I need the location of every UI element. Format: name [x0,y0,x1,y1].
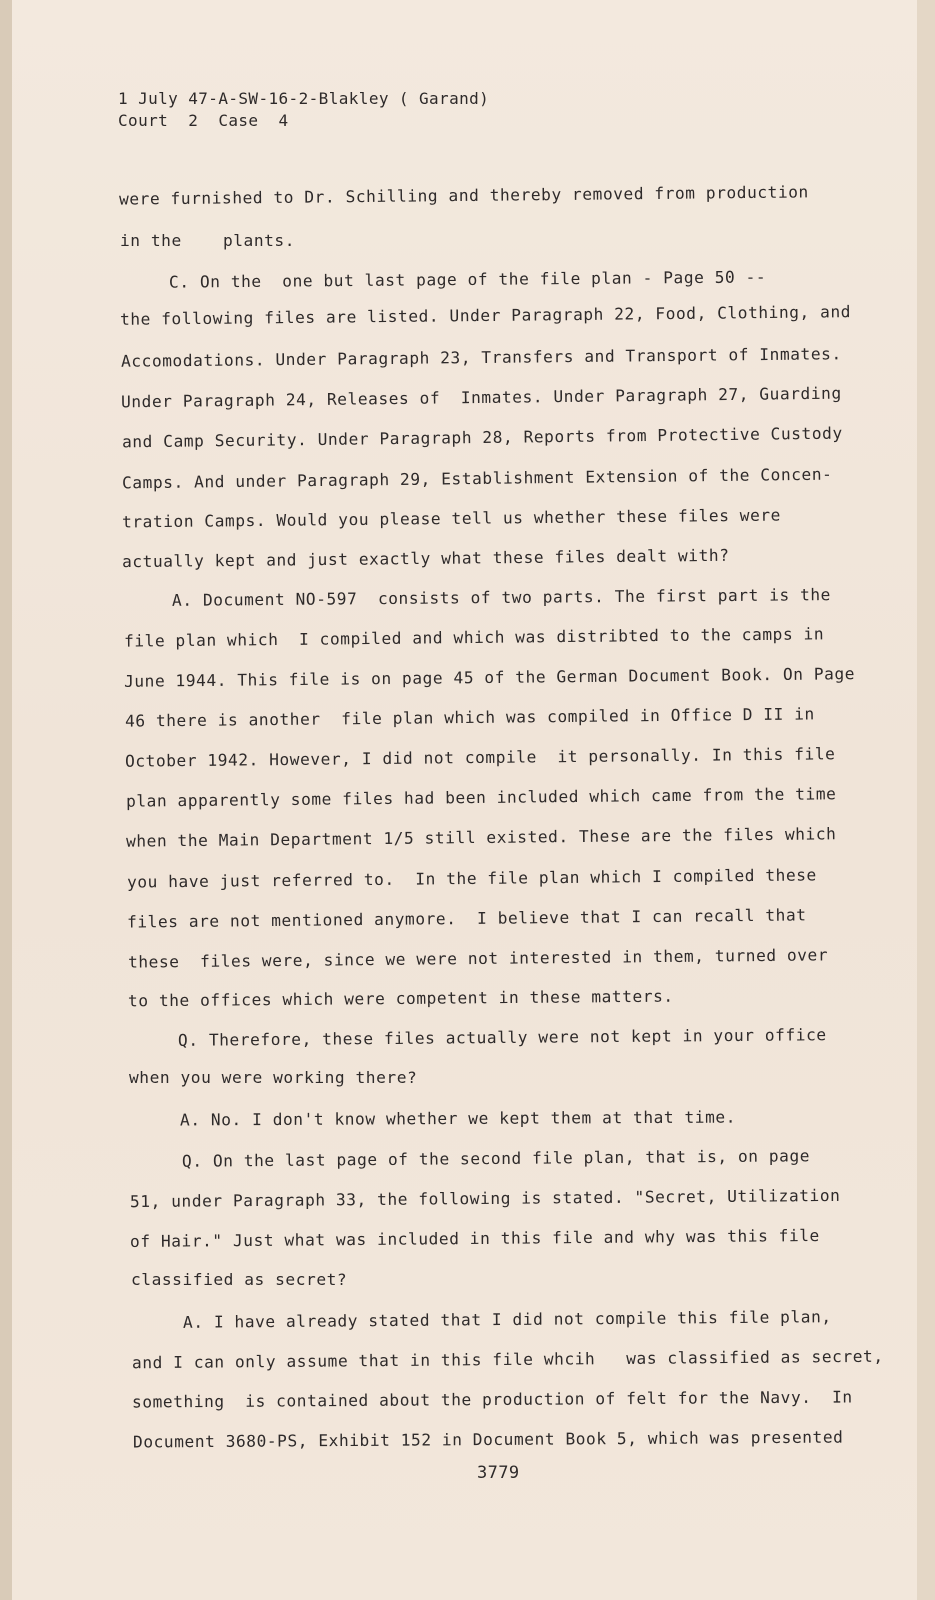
text-line: Document 3680-PS, Exhibit 152 in Document Book 5, which was presented [132,1427,844,1452]
text-line: 46 there is another file plan which was compiled in Office D II in [124,704,815,731]
text-line: October 1942. However, I did not compile it personally. In this file [124,744,836,771]
text-line: Under Paragraph 24, Releases of Inmates. Under Paragraph 27, Guarding [120,383,842,412]
text-line: and I can only assume that in this file whcih was classified as secret, [131,1346,884,1373]
text-line: you have just referred to. In the file plan which I compiled these [126,865,817,892]
text-line: the following files are listed. Under Paragraph 22, Food, Clothing, and [119,302,852,329]
text-line: and Camp Security. Under Paragraph 28, Reports from Protective Custody [121,423,843,452]
text-line: were furnished to Dr. Schilling and thereby removed from production [118,182,809,209]
text-line: tration Camps. Would you please tell us whether these files were [121,505,782,532]
text-line: Camps. And under Paragraph 29, Establishment Extension of the Concen- [121,464,833,493]
text-line: files are not mentioned anymore. I believe that I can recall that [126,905,807,932]
text-line: A. No. I don't know whether we kept them at that time. [179,1107,737,1130]
header-court-case-line: Court 2 Case 4 [118,111,289,130]
text-line: when the Main Department 1/5 still existed. These are the files which [125,824,837,851]
text-line: 51, under Paragraph 33, the following is stated. "Secret, Utilization [129,1185,841,1212]
text-line: A. Document NO-597 consists of two parts. The first part is the [171,585,832,610]
text-line: Q. Therefore, these files actually were not kept in your office [177,1025,827,1050]
text-line: file plan which I compiled and which was distribted to the camps in [123,624,825,651]
text-line: classified as secret? [131,1270,348,1289]
text-line: of Hair." Just what was included in this file and why was this file [129,1225,820,1252]
document-header [118,88,489,132]
text-line: C. On the one but last page of the file plan - Page 50 -- [168,267,767,292]
text-line: Q. On the last page of the second file plan, that is, on page [181,1146,811,1171]
header-docket-line: 1 July 47-A-SW-16-2-Blakley ( Garand) [118,89,490,108]
text-line: to the offices which were competent in these matters. [127,986,674,1011]
text-line: these files were, since we were not interested in them, turned over [127,945,829,972]
text-line: when you were working there? [129,1068,418,1087]
text-line: in the plants. [120,231,296,250]
text-line: June 1944. This file is on page 45 of the German Document Book. On Page [123,664,856,691]
text-line: plan apparently some files had been included which came from the time [125,784,837,811]
text-line: actually kept and just exactly what these files dealt with? [121,545,730,572]
text-line: A. I have already stated that I did not compile this file plan, [182,1307,832,1332]
text-line: Accomodations. Under Paragraph 23, Transfers and Transport of Inmates. [120,344,842,371]
text-line: something is contained about the production of felt for the Navy. In [131,1387,853,1412]
page-number: 3779 [477,1463,520,1483]
